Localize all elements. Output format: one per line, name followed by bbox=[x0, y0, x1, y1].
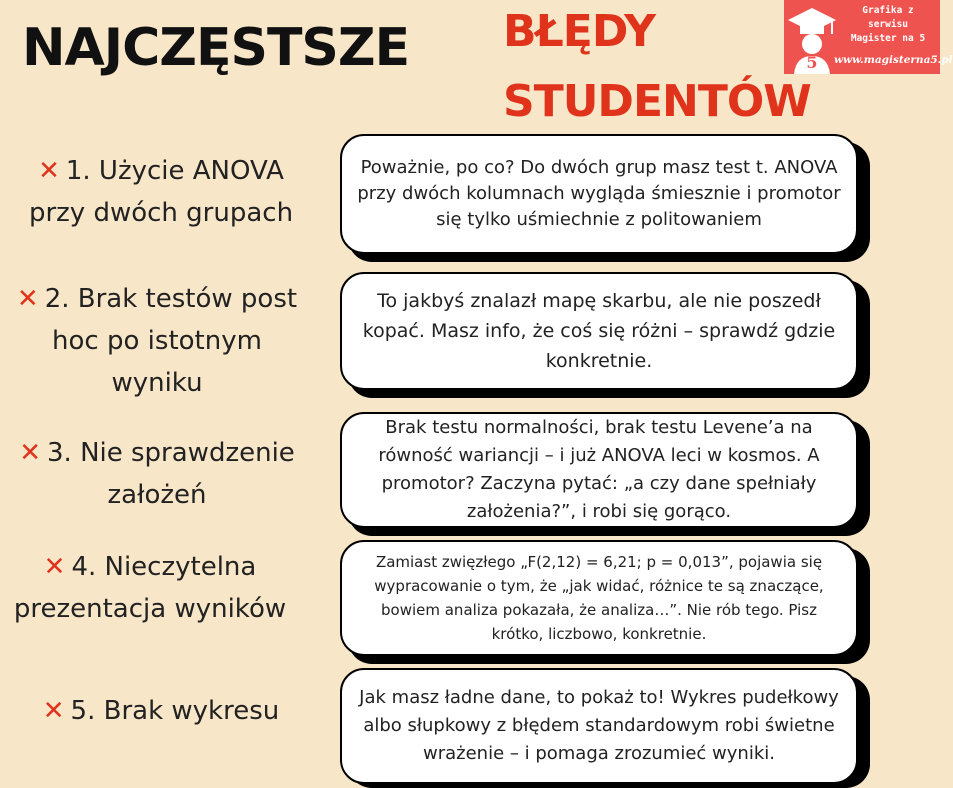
logo-caption-line2: Magister na 5 bbox=[850, 33, 926, 44]
cross-mark-icon: ✕ bbox=[38, 156, 60, 186]
page-title-accent-line1: BŁĘDY bbox=[503, 6, 656, 57]
logo-caption bbox=[840, 4, 936, 46]
cross-mark-icon: ✕ bbox=[42, 696, 65, 726]
cross-mark-icon: ✕ bbox=[16, 284, 39, 314]
page-title-accent-line2: STUDENTÓW bbox=[503, 76, 811, 127]
mistake-card-3-text: Brak testu normalności, brak testu Levene’a na równość wariancji – i już ANOVA leci w kosmos. A promotor? Zaczyna pytać: „a czy dane spełniały założenia?”, i robi się gorąco. bbox=[378, 417, 820, 522]
mistake-card-3 bbox=[340, 412, 858, 528]
mistake-card-5-text: Jak masz ładne dane, to pokaż to! Wykres pudełkowy albo słupkowy z błędem standardowym robi świetne wrażenie – i pomaga zrozumieć wyniki. bbox=[359, 687, 839, 764]
cross-mark-icon: ✕ bbox=[19, 438, 41, 468]
mistake-label-5-text: 5. Brak wykresu bbox=[70, 696, 280, 726]
logo-url[interactable]: www.magisterna5.pl bbox=[834, 54, 953, 66]
mistake-label-1 bbox=[20, 150, 302, 234]
mistake-label-2 bbox=[4, 278, 310, 404]
mistake-card-4-text: Zamiast zwięzłego „F(2,12) = 6,21; p = 0,013”, pojawia się wypracowanie o tym, że „jak widać, różnice te są znaczące, bowiem analiza pokazała, że analiza…”. Nie rób tego. Pisz krótko, liczbowo, konkretnie. bbox=[374, 553, 824, 643]
logo-caption-line1: Grafika z serwisu bbox=[862, 5, 914, 30]
mistake-label-4-text: 4. Nieczytelna prezentacja wyników bbox=[13, 552, 287, 624]
mistake-label-1-text: 1. Użycie ANOVA przy dwóch grupach bbox=[28, 156, 294, 228]
cross-mark-icon: ✕ bbox=[43, 552, 66, 582]
mistake-label-3 bbox=[4, 432, 310, 516]
brand-logo[interactable] bbox=[784, 0, 953, 74]
mistake-card-2-text: To jakbyś znalazł mapę skarbu, ale nie poszedł kopać. Masz info, że coś się różni – sprawdź gdzie konkretnie. bbox=[362, 290, 836, 372]
mistake-label-3-text: 3. Nie sprawdzenie założeń bbox=[47, 438, 295, 510]
logo-badge-number: 5 bbox=[806, 53, 818, 72]
graduation-cap-icon bbox=[784, 0, 838, 74]
mistake-card-2 bbox=[340, 272, 858, 390]
mistake-card-1 bbox=[340, 134, 858, 254]
mistake-label-4 bbox=[0, 546, 300, 630]
mistake-label-5 bbox=[20, 690, 302, 732]
mistake-card-5 bbox=[340, 668, 858, 784]
mistake-card-4 bbox=[340, 540, 858, 656]
mistake-label-2-text: 2. Brak testów post hoc po istotnym wyniku bbox=[44, 284, 298, 398]
mistake-card-1-text: Poważnie, po co? Do dwóch grup masz test t. ANOVA przy dwóch kolumnach wygląda śmiesznie i promotor się tylko uśmiechnie z politowaniem bbox=[357, 157, 841, 230]
page-title: NAJCZĘSTSZE bbox=[22, 18, 410, 78]
